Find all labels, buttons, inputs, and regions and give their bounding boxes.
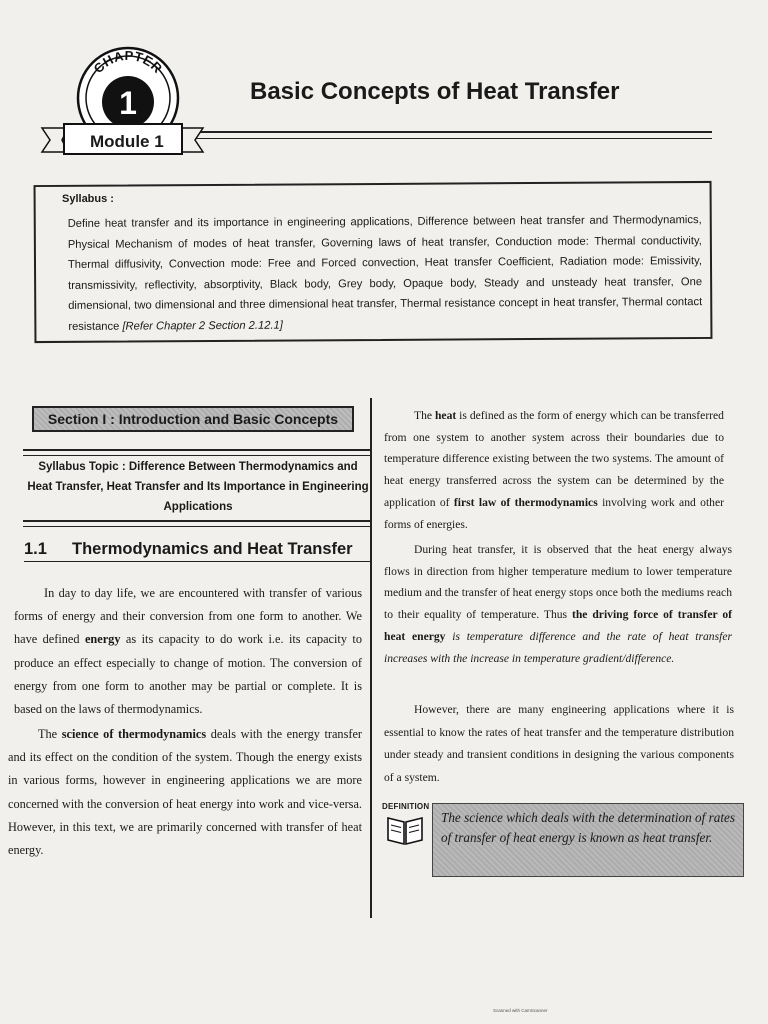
term-first-law: first law of thermodynamics xyxy=(453,495,598,509)
term-driving-force: the driving force of transfer of heat energy xyxy=(384,608,732,643)
left-paragraph-2: The science of thermodynamics deals with the energy transfer and its effect on the condition of the system. Though the energy exists in various forms, however in engineering applications we are more concerned with the conversion of heat energy into work and vice-versa. However, in this text, we are primarily concerned with transfer of heat energy. xyxy=(8,727,363,858)
topic-rule-bottom xyxy=(23,520,370,527)
right-paragraph-2: During heat transfer, it is observed that the heat energy always flows in direction from higher temperature medium to lower temperature medium and the transfer of heat energy stops once both the mediums reach to their equality of temperature. Thus the driving force of transfer of heat energy is temperature difference and the rate of heat transfer increases with the increase in temperature gradient/difference. xyxy=(384,543,732,665)
term-heat: heat xyxy=(434,409,457,422)
section-title: Thermodynamics and Heat Transfer xyxy=(72,540,353,558)
book-icon xyxy=(385,814,425,846)
syllabus-topic: Syllabus Topic : Difference Between Thermodynamics and Heat Transfer, Heat Transfer and Its Importance in Engineering Applications xyxy=(27,461,369,513)
section-banner: Section I : Introduction and Basic Concepts xyxy=(32,406,354,432)
chapter-title: Basic Concepts of Heat Transfer xyxy=(250,78,620,105)
section-number: 1.1 xyxy=(24,540,47,558)
column-divider xyxy=(370,398,372,918)
module-label: Module 1 xyxy=(90,132,164,151)
syllabus-label: Syllabus : xyxy=(62,193,114,205)
topic-rule-top xyxy=(23,449,370,456)
syllabus-body: Define heat transfer and its importance in engineering applications, Difference between heat transfer and Thermodynamics, Physical Mechanism of modes of heat transfer, Governing laws of heat transfer, Conduction mode: Thermal conductivity, Thermal diffusivity, Convection mode: Free and Forced convection, Heat transfer Coefficient, Radiation mode: Emissivity, transmissivity, reflectivity, absorptivity, Black body, Grey body, Opaque body, Steady and unsteady heat transfer, One dimensional, two dimensional and three dimensional heat transfer, Thermal resistance concept in heat transfer, Thermal contact resistance xyxy=(67,214,703,333)
right-paragraph-3: However, there are many engineering applications where it is essential to know the rates of heat transfer and the temperature distribution under steady and transient conditions in designing the various components of a system. xyxy=(384,703,734,784)
chapter-number: 1 xyxy=(119,85,137,121)
term-science-of-thermodynamics: science of thermodynamics xyxy=(61,727,207,741)
syllabus-reference: [Refer Chapter 2 Section 2.12.1] xyxy=(122,319,283,333)
syllabus-text xyxy=(68,210,703,337)
definition-label: DEFINITION xyxy=(382,802,430,811)
section-heading xyxy=(24,540,370,562)
chapter-word: CHAPTER xyxy=(90,47,166,77)
scan-note: Scanned with CamScanner xyxy=(493,1008,548,1013)
title-rule xyxy=(180,131,712,139)
definition-box: The science which deals with the determination of rates of transfer of heat energy is known as heat transfer. xyxy=(432,803,744,877)
term-energy: energy xyxy=(84,632,121,647)
left-paragraph-1: In day to day life, we are encountered with transfer of various forms of energy and their conversion from one form to another. We have defined energy as its capacity to do work i.e. its capacity to produce an effect especially to change of motion. The conversion of energy from one form to another may be partial or complete. It is based on the laws of thermodynamics. xyxy=(14,586,362,717)
right-paragraph-1: The heat is defined as the form of energy which can be transferred from one system to another system across their boundaries due to temperature difference existing between the two systems. The amount of heat energy transferred across the system can be determined by the application of first law of thermodynamics involving work and other forms of energies. xyxy=(384,409,724,531)
